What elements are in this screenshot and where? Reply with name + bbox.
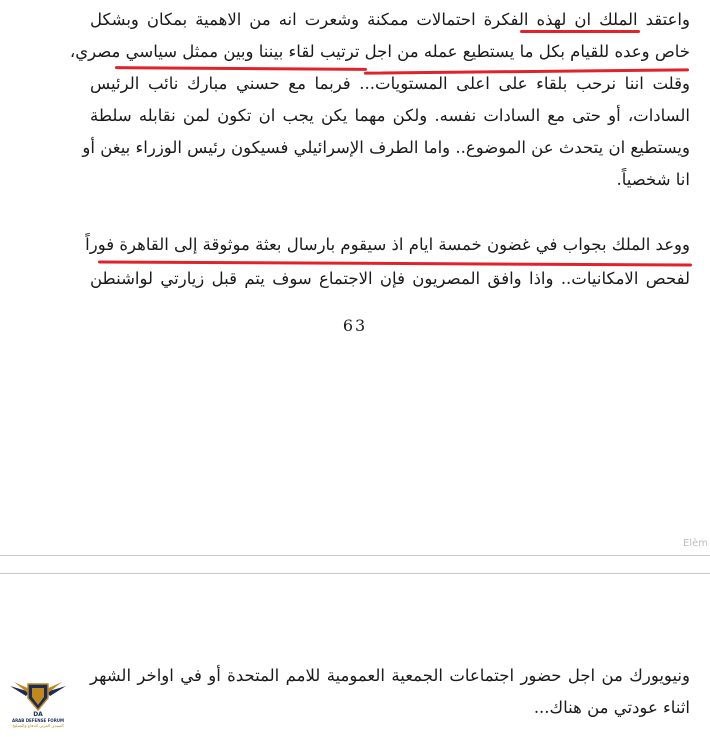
arab-defense-forum-logo <box>2 676 74 736</box>
text-line: ونيويورك من اجل حضور اجتماعات الجمعية العمومية للامم المتحدة أو في اواخر الشهر <box>90 666 690 685</box>
page-separator <box>0 555 710 574</box>
corner-label: Elèm <box>683 538 708 549</box>
page-number: 63 <box>342 316 368 335</box>
text-line: انا شخصياً. <box>616 170 690 189</box>
text-line: اثناء عودتي من هناك... <box>533 698 690 717</box>
red-underline <box>520 30 640 33</box>
text-line: السادات، أو حتى مع السادات نفسه. ولكن مهما يكن يجب ان تكون لمن نقابله سلطة <box>90 106 690 125</box>
logo-name-en: ARAB DEFENSE FORUM <box>11 718 65 723</box>
eagle-shield-icon <box>8 676 68 718</box>
text-line: لفحص الامكانيات.. واذا وافق المصريون فإن الاجتماع سوف يتم قبل زيارتي لواشنطن <box>90 269 690 288</box>
text-line: واعتقد الملك ان لهذه الفكرة احتمالات ممكنة وشعرت انه من الاهمية بمكان وبشكل <box>90 10 690 29</box>
paragraph-3 <box>90 660 690 724</box>
document-page-bottom <box>0 574 710 737</box>
text-line: ووعد الملك بجواب في غضون خمسة ايام اذ سيقوم بارسال بعثة موثوقة إلى القاهرة فوراً <box>85 235 690 254</box>
logo-name-ar: المنتدى العربي للدفاع والتسليح <box>12 723 64 728</box>
text-line: خاص وعده للقيام بكل ما يستطيع عمله من اجل ترتيب لقاء بيننا وبين ممثل سياسي مصري، <box>69 42 690 61</box>
text-line: ويستطيع ان يتحدث عن الموضوع.. واما الطرف الإسرائيلي فسيكون رئيس الوزراء بيغن أو <box>82 138 690 157</box>
text-line: وقلت اننا نرحب بلقاء على اعلى المستويات... فربما مع حسني مبارك نائب الرئيس <box>90 74 690 93</box>
svg-text:DA: DA <box>33 711 43 718</box>
